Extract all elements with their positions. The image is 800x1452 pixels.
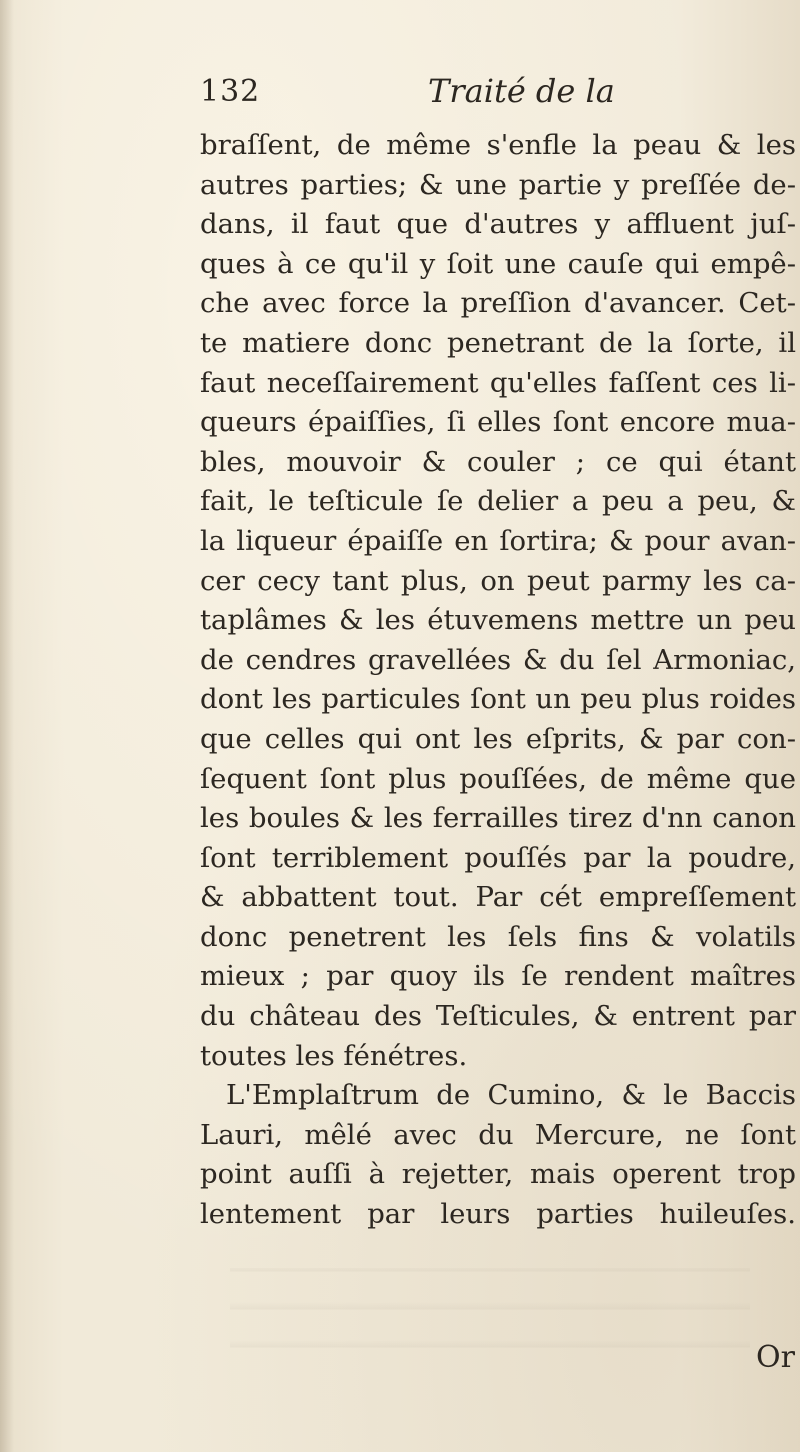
text-line: lentement par leurs parties huileuſes. bbox=[200, 1198, 796, 1231]
text-line: ſequent ſont plus pouſſées, de même que bbox=[200, 762, 796, 795]
text-line: que celles qui ont les eſprits, & par con- bbox=[200, 722, 796, 755]
text-line: cer cecy tant plus, on peut parmy les ca- bbox=[200, 564, 796, 597]
text-line: la liqueur épaiſſe en ſortira; & pour avan- bbox=[200, 524, 796, 557]
text-line: les boules & les ferrailles tirez d'nn canon bbox=[200, 802, 796, 835]
page-gutter-shadow bbox=[0, 0, 14, 1452]
catchword: Or bbox=[756, 1340, 795, 1375]
text-line: ques à ce qu'il y ſoit une cauſe qui empê- bbox=[200, 247, 796, 280]
reverse-side-show-through bbox=[230, 1268, 750, 1378]
text-line: donc penetrent les ſels fins & volatils bbox=[200, 920, 796, 953]
body-text bbox=[200, 126, 796, 1235]
text-line: faut neceſſairement qu'elles faſſent ces li- bbox=[200, 366, 796, 399]
text-line: mieux ; par quoy ils ſe rendent maîtres bbox=[200, 960, 796, 993]
running-title: Traité de la bbox=[428, 72, 615, 110]
text-line: de cendres gravellées & du ſel Armoniac, bbox=[200, 643, 796, 676]
page-header bbox=[200, 72, 640, 116]
text-line: Lauri, mêlé avec du Mercure, ne ſont bbox=[200, 1118, 796, 1151]
text-line: te matiere donc penetrant de la ſorte, il bbox=[200, 326, 796, 359]
text-line: & abbattent tout. Par cét empreſſement bbox=[200, 881, 796, 914]
text-line: bles, mouvoir & couler ; ce qui étant bbox=[200, 445, 796, 478]
text-line: fait, le teſticule ſe delier a peu a peu, & bbox=[200, 485, 796, 518]
text-line: ſont terriblement pouſſés par la poudre, bbox=[200, 841, 796, 874]
text-line: autres parties; & une partie y preſſée de- bbox=[200, 168, 796, 201]
text-line: dans, il faut que d'autres y affluent juſ- bbox=[200, 208, 796, 241]
text-line: L'Emplaſtrum de Cumino, & le Baccis bbox=[226, 1079, 796, 1112]
text-line: du château des Teſticules, & entrent par bbox=[200, 1000, 796, 1033]
page-number: 132 bbox=[200, 74, 261, 109]
text-line: queurs épaiſſies, ſi elles ſont encore mua- bbox=[200, 406, 796, 439]
text-line: braſſent, de même s'enfle la peau & les bbox=[200, 129, 796, 161]
text-line: che avec force la preſſion d'avancer. Cet- bbox=[200, 287, 796, 320]
text-line: point auſſi à rejetter, mais operent trop bbox=[200, 1158, 796, 1191]
text-line: dont les particules ſont un peu plus roides bbox=[200, 683, 796, 716]
text-line: toutes les fénétres. bbox=[200, 1039, 468, 1072]
text-line: taplâmes & les étuvemens mettre un peu bbox=[200, 604, 796, 637]
